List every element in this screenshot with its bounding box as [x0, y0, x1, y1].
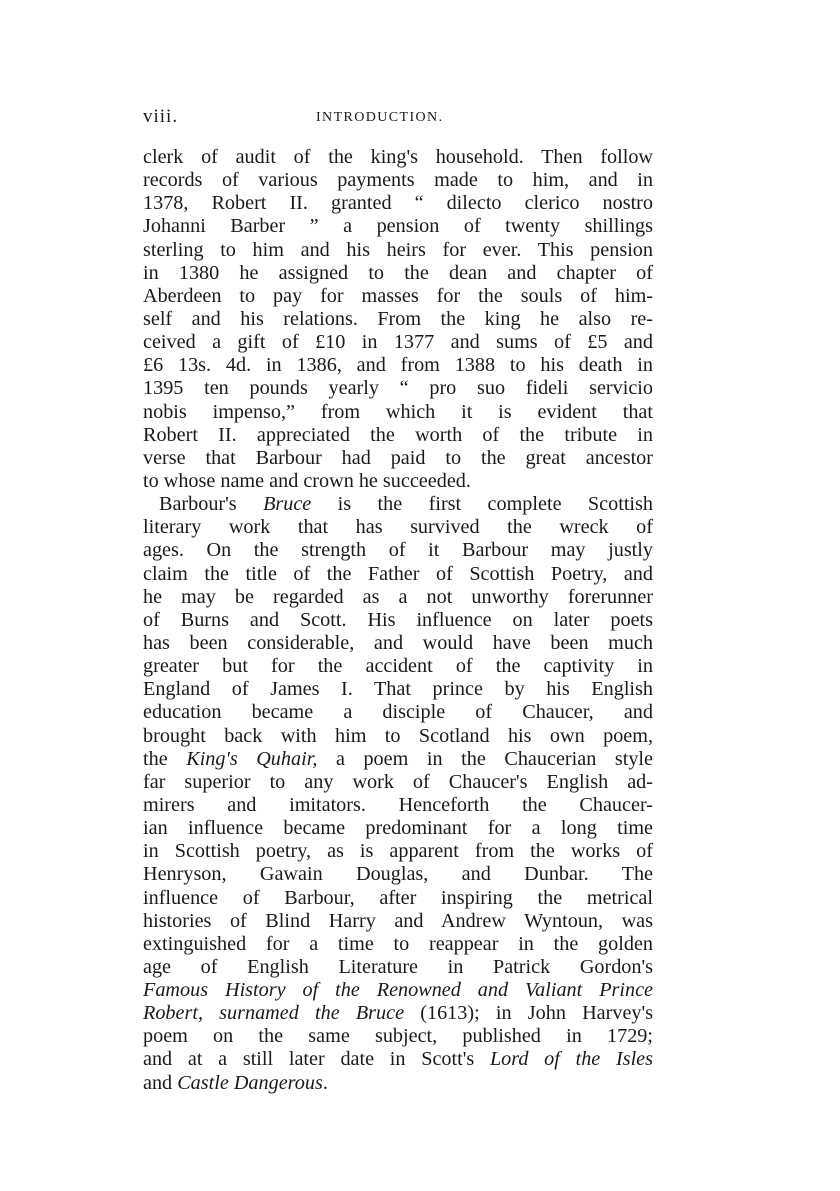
- text-line: [143, 701, 653, 724]
- text-line: [143, 979, 653, 1002]
- text-line: [143, 262, 653, 285]
- page-number: viii.: [143, 106, 179, 127]
- text-segment: verse that Barbour had paid to the great ancestor: [143, 446, 653, 469]
- text-segment: records of various payments made to him, and in: [143, 169, 653, 192]
- text-segment: education became a disciple of Chaucer, and: [143, 701, 653, 724]
- page-header: [143, 100, 653, 130]
- text-line: [143, 586, 653, 609]
- text-segment: ceived a gift of £10 in 1377 and sums of £5 and: [143, 331, 653, 354]
- text-segment: greater but for the accident of the captivity in: [143, 655, 653, 678]
- text-line: [143, 239, 653, 262]
- text-line: [143, 331, 653, 354]
- text-line: [143, 539, 653, 562]
- text-line: [143, 794, 653, 817]
- text-segment: 1378, Robert II. granted “ dilecto clerico nostro: [143, 192, 653, 215]
- text-segment: Robert II. appreciated the worth of the tribute in: [143, 423, 653, 446]
- text-line: [143, 1072, 653, 1095]
- text-segment: in Scottish poetry, as is apparent from the works of: [143, 840, 653, 863]
- text-line: [143, 725, 653, 748]
- text-line: [143, 215, 653, 238]
- text-line: [143, 516, 653, 539]
- italic-title-text: King's Quhair,: [186, 747, 318, 770]
- text-line: [143, 377, 653, 400]
- text-line: [143, 678, 653, 701]
- text-segment: age of English Literature in Patrick Gordon's: [143, 955, 653, 978]
- text-segment: literary work that has survived the wreck of: [143, 516, 653, 539]
- text-segment: has been considerable, and would have been much: [143, 631, 653, 654]
- italic-title-text: Bruce: [263, 493, 312, 516]
- text-line: [143, 169, 653, 192]
- text-segment: .: [322, 1071, 328, 1094]
- text-line: [143, 563, 653, 586]
- text-segment: poem on the same subject, published in 1729;: [143, 1025, 653, 1048]
- text-segment: sterling to him and his heirs for ever. This pension: [143, 238, 653, 261]
- text-line: [143, 285, 653, 308]
- text-segment: to whose name and crown he succeeded.: [143, 469, 471, 492]
- text-line: [143, 817, 653, 840]
- text-segment: in 1380 he assigned to the dean and chapter of: [143, 261, 653, 284]
- text-line: [143, 146, 653, 169]
- text-segment: clerk of audit of the king's household. Then follow: [143, 146, 653, 168]
- text-segment: far superior to any work of Chaucer's English ad-: [143, 770, 653, 793]
- text-line: [143, 956, 653, 979]
- text-line: [143, 632, 653, 655]
- text-segment: claim the title of the Father of Scottish Poetry, and: [143, 562, 653, 585]
- text-segment: histories of Blind Harry and Andrew Wyntoun, was: [143, 909, 653, 932]
- text-line: [143, 840, 653, 863]
- running-head: INTRODUCTION.: [316, 110, 444, 125]
- text-line: [143, 1002, 653, 1025]
- italic-title-text: Robert, surnamed the Bruce: [143, 1002, 405, 1025]
- text-segment: and at a still later date in Scott's: [143, 1048, 490, 1071]
- text-segment: the: [143, 747, 187, 770]
- text-segment: self and his relations. From the king he also re-: [143, 307, 653, 330]
- text-segment: of Burns and Scott. His influence on later poets: [143, 608, 653, 631]
- text-line: [143, 748, 653, 771]
- text-line: [143, 354, 653, 377]
- text-segment: he may be regarded as a not unworthy forerunner: [143, 585, 653, 608]
- text-line: [143, 771, 653, 794]
- text-segment: (1613); in John Harvey's: [404, 1002, 654, 1025]
- book-page: [143, 100, 653, 1095]
- text-line: [143, 910, 653, 933]
- text-segment: mirers and imitators. Henceforth the Chaucer-: [143, 793, 653, 816]
- italic-title-text: Castle Dangerous: [177, 1071, 323, 1094]
- text-line: [143, 863, 653, 886]
- text-segment: is the first complete Scottish: [311, 493, 653, 516]
- text-line: [143, 308, 653, 331]
- text-segment: England of James I. That prince by his English: [143, 678, 653, 701]
- italic-title-text: Famous History of the Renowned and Valiant Prince: [143, 979, 653, 1002]
- text-line: [143, 933, 653, 956]
- text-line: [143, 655, 653, 678]
- text-line: [143, 1048, 653, 1071]
- text-segment: Henryson, Gawain Douglas, and Dunbar. The: [143, 863, 653, 886]
- text-segment: £6 13s. 4d. in 1386, and from 1388 to his death in: [143, 354, 653, 377]
- text-segment: Barbour's: [159, 493, 264, 516]
- text-line: [143, 424, 653, 447]
- text-segment: influence of Barbour, after inspiring the metrical: [143, 886, 653, 909]
- text-line: [143, 1025, 653, 1048]
- body-text: [143, 146, 653, 1095]
- text-segment: 1395 ten pounds yearly “ pro suo fideli servicio: [143, 377, 653, 400]
- text-line: [143, 493, 653, 516]
- text-line: [143, 447, 653, 470]
- text-line: [143, 470, 653, 493]
- text-segment: ian influence became predominant for a long time: [143, 817, 653, 840]
- text-segment: nobis impenso,” from which it is evident that: [143, 400, 653, 423]
- text-segment: and: [143, 1071, 178, 1094]
- text-line: [143, 192, 653, 215]
- text-line: [143, 887, 653, 910]
- text-segment: Aberdeen to pay for masses for the souls of him-: [143, 284, 653, 307]
- text-segment: a poem in the Chaucerian style: [317, 747, 653, 770]
- text-line: [143, 609, 653, 632]
- text-segment: Johanni Barber ” a pension of twenty shillings: [143, 215, 653, 238]
- text-line: [143, 401, 653, 424]
- italic-title-text: Lord of the Isles: [489, 1048, 653, 1071]
- text-segment: ages. On the strength of it Barbour may justly: [143, 539, 653, 562]
- text-segment: extinguished for a time to reappear in the golden: [143, 932, 653, 955]
- text-segment: brought back with him to Scotland his own poem,: [143, 724, 653, 747]
